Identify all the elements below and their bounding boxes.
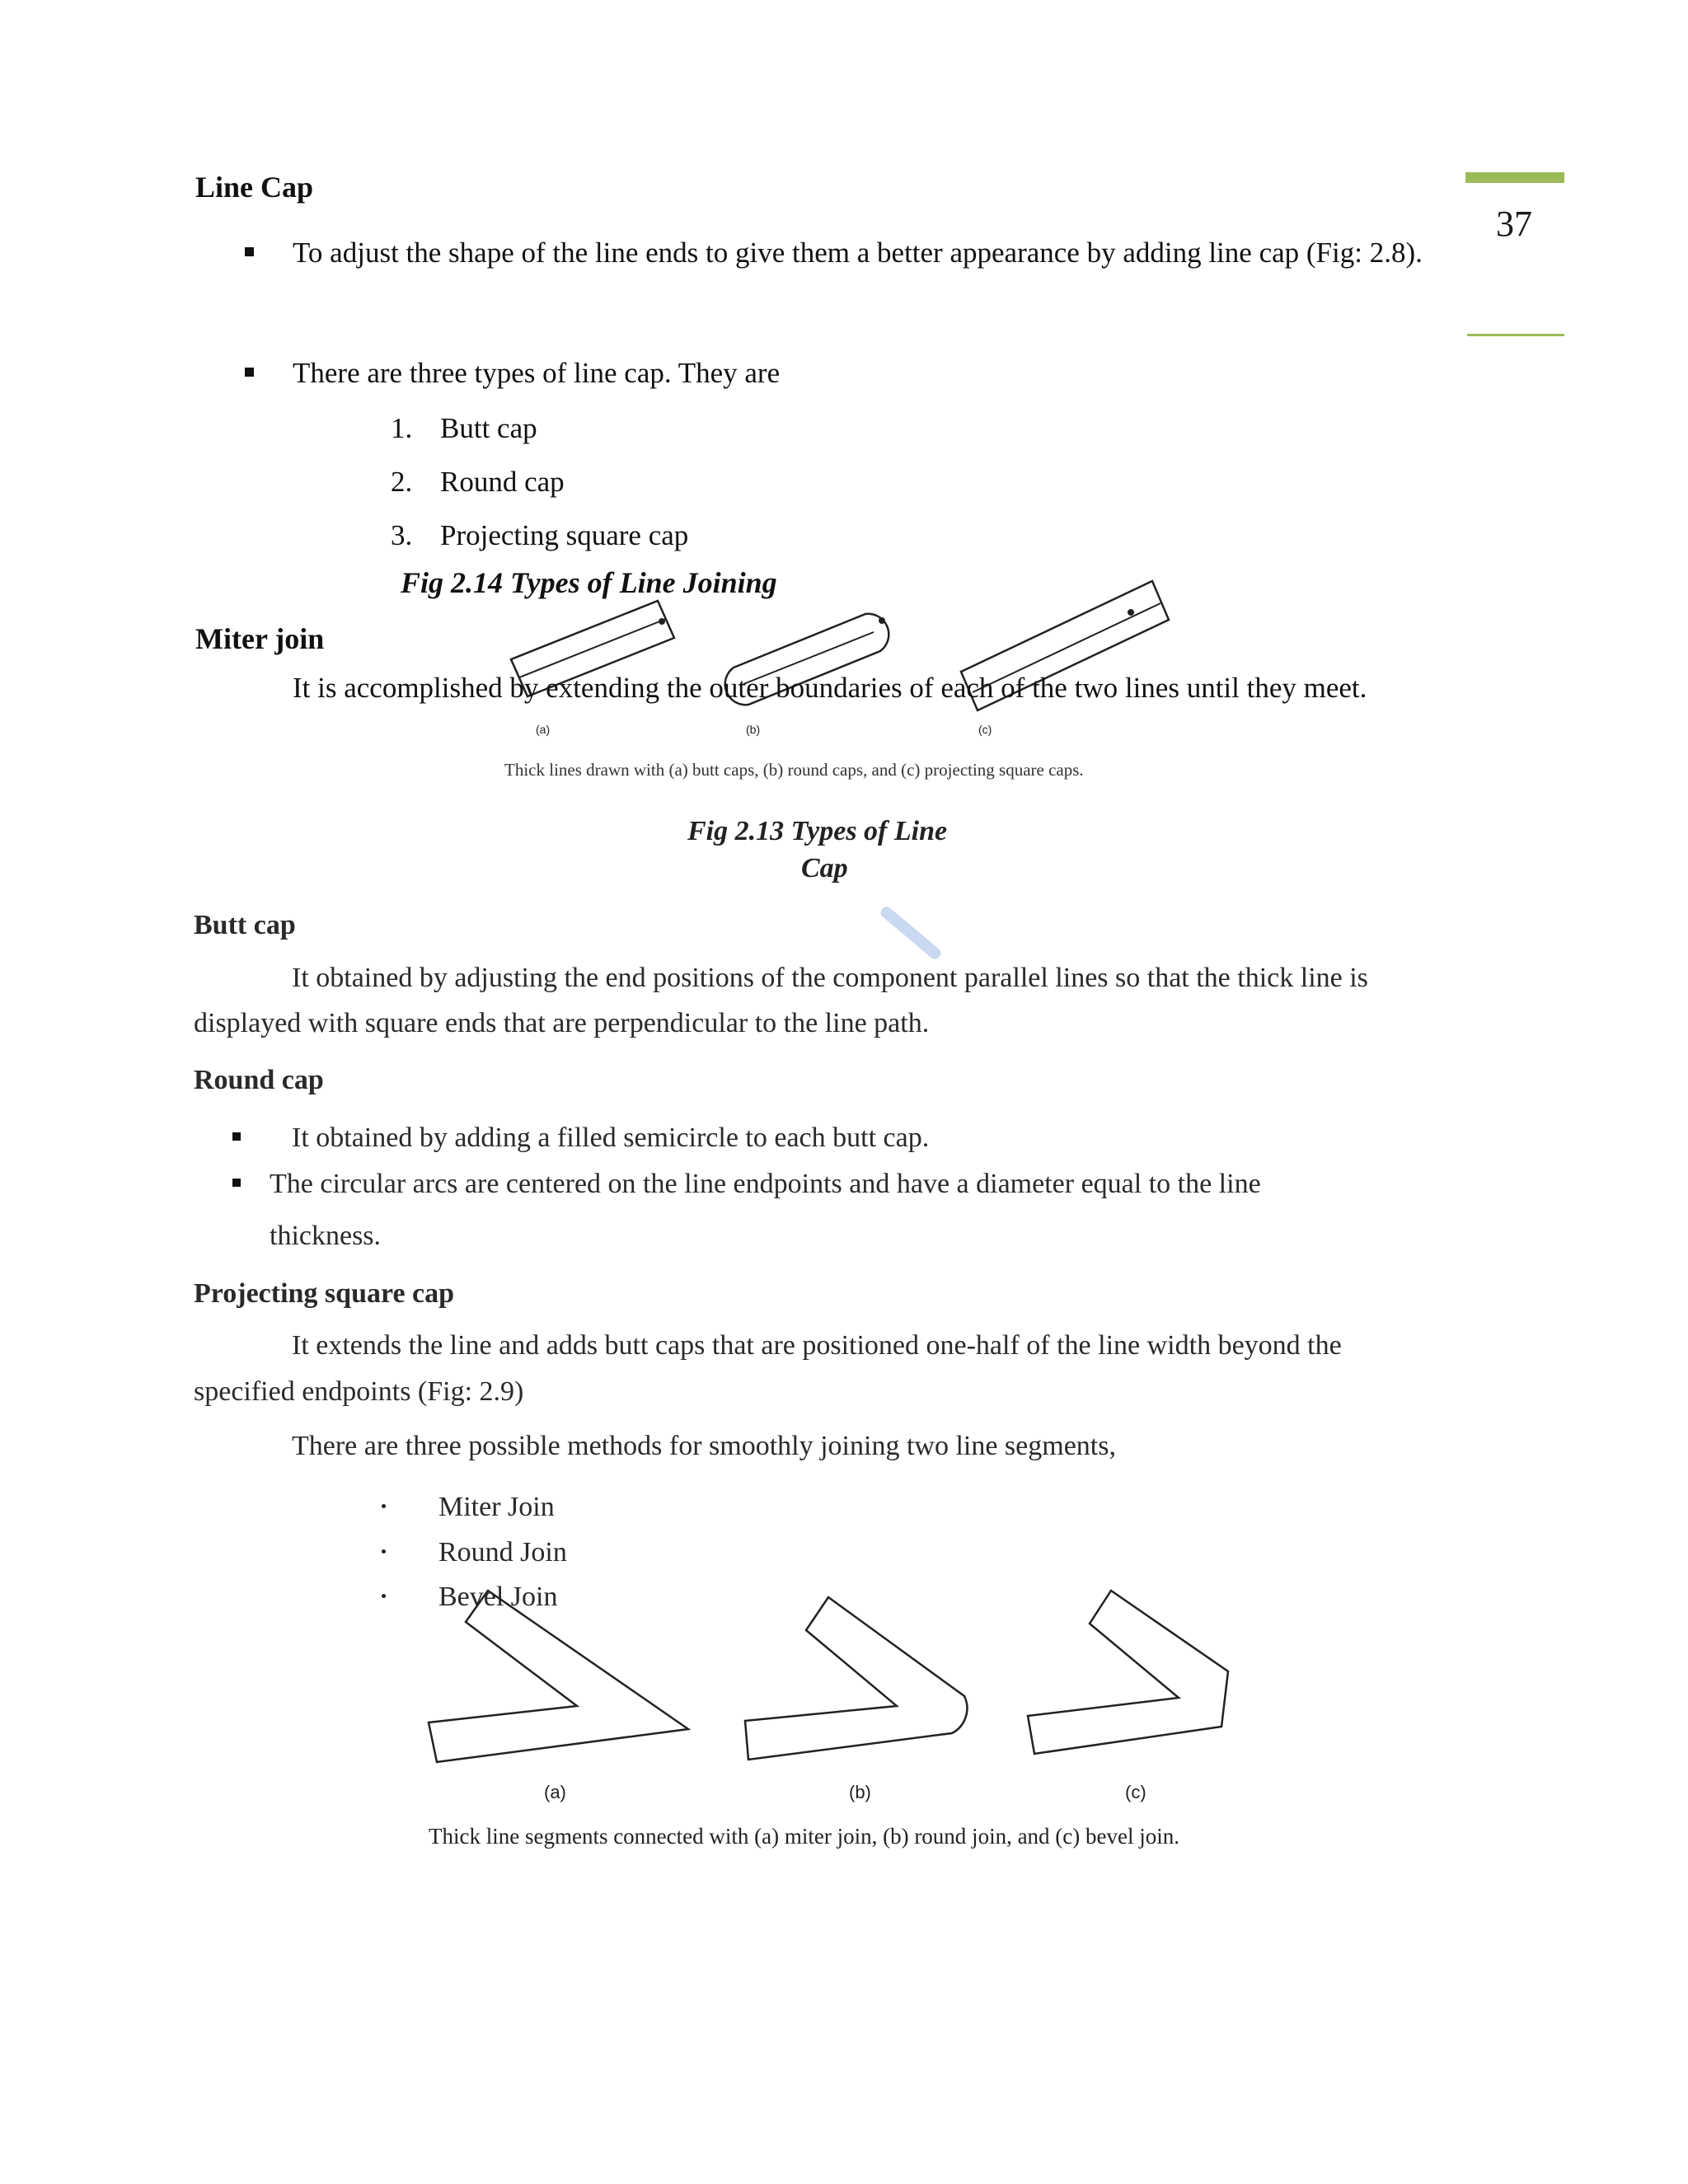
fig-join-label-b: (b) (849, 1782, 871, 1802)
header-accent-bar (1465, 172, 1564, 183)
round-cap-heading: Round cap (194, 1065, 324, 1095)
fig-cap-subcaption: Thick lines drawn with (a) butt caps, (b) round caps, and (c) projecting square caps. (504, 760, 1084, 780)
butt-cap-endpoint (659, 618, 665, 625)
fig-2-14-caption: Fig 2.14 Types of Line Joining (401, 566, 777, 599)
line-join-figure (412, 1582, 1253, 1805)
bullet-marker (245, 368, 254, 377)
bullet-marker (232, 1179, 241, 1187)
fig-cap-label-c: (c) (978, 723, 992, 736)
fig-cap-label-b: (b) (746, 723, 761, 736)
method-round-join: Round Join (438, 1537, 567, 1568)
methods-intro: There are three possible methods for smoothly joining two line segments, (292, 1431, 1116, 1461)
line-cap-item-num: 2. (391, 466, 413, 498)
bullet-marker (245, 247, 254, 256)
fig-2-13-caption-line2: Cap (801, 853, 848, 883)
bullet-marker (382, 1504, 386, 1508)
fig-join-subcaption: Thick line segments connected with (a) miter join, (b) round join, and (c) bevel join. (429, 1824, 1179, 1849)
line-cap-item-round: Round cap (440, 466, 565, 498)
projecting-cap-line1: It extends the line and adds butt caps that are positioned one-half of the line width beyond the (292, 1330, 1342, 1361)
butt-cap-line2: displayed with square ends that are perpendicular to the line path. (194, 1008, 930, 1038)
line-cap-bullet-1: To adjust the shape of the line ends to give them a better appearance by adding line cap (Fig: 2.8). (293, 237, 1423, 269)
method-miter-join: Miter Join (438, 1492, 555, 1522)
round-cap-endpoint (879, 617, 885, 624)
round-cap-bullet-2-line2: thickness. (270, 1221, 382, 1251)
page-number: 37 (1496, 204, 1532, 244)
projecting-cap-heading: Projecting square cap (194, 1278, 455, 1309)
miter-join-shape (429, 1591, 688, 1762)
bullet-marker (382, 1594, 386, 1598)
projecting-cap-line2: specified endpoints (Fig: 2.9) (194, 1376, 524, 1407)
round-join-shape (745, 1597, 967, 1760)
line-cap-item-num: 3. (391, 519, 413, 551)
line-cap-item-projecting: Projecting square cap (440, 519, 689, 551)
bullet-marker (232, 1132, 241, 1141)
butt-cap-line1: It obtained by adjusting the end positions of the component parallel lines so that the thick line is (292, 963, 1368, 993)
fig-cap-label-a: (a) (536, 723, 551, 736)
bevel-join-shape (1028, 1591, 1228, 1754)
line-cap-item-num: 1. (391, 412, 413, 444)
fig-join-label-a: (a) (544, 1782, 566, 1802)
fig-join-label-c: (c) (1125, 1782, 1146, 1802)
line-cap-bullet-2: There are three types of line cap. They are (293, 357, 781, 389)
projecting-cap-endpoint (1128, 609, 1134, 616)
fig-2-13-caption-line1: Fig 2.13 Types of Line (687, 816, 948, 846)
method-bevel-join: Bevel Join (438, 1582, 558, 1612)
round-cap-bullet-1: It obtained by adding a filled semicircle to each butt cap. (292, 1122, 930, 1153)
butt-cap-heading: Butt cap (194, 910, 296, 940)
line-cap-heading: Line Cap (195, 171, 314, 204)
bullet-marker (382, 1549, 386, 1554)
header-accent-line (1467, 334, 1564, 336)
watermark-stroke (879, 905, 943, 962)
line-cap-item-butt: Butt cap (440, 412, 537, 444)
miter-join-text: It is accomplished by extending the outer boundaries of each of the two lines until they meet. (293, 672, 1367, 704)
miter-join-heading: Miter join (195, 622, 325, 655)
round-cap-bullet-2-line1: The circular arcs are centered on the line endpoints and have a diameter equal to the line (270, 1169, 1261, 1199)
